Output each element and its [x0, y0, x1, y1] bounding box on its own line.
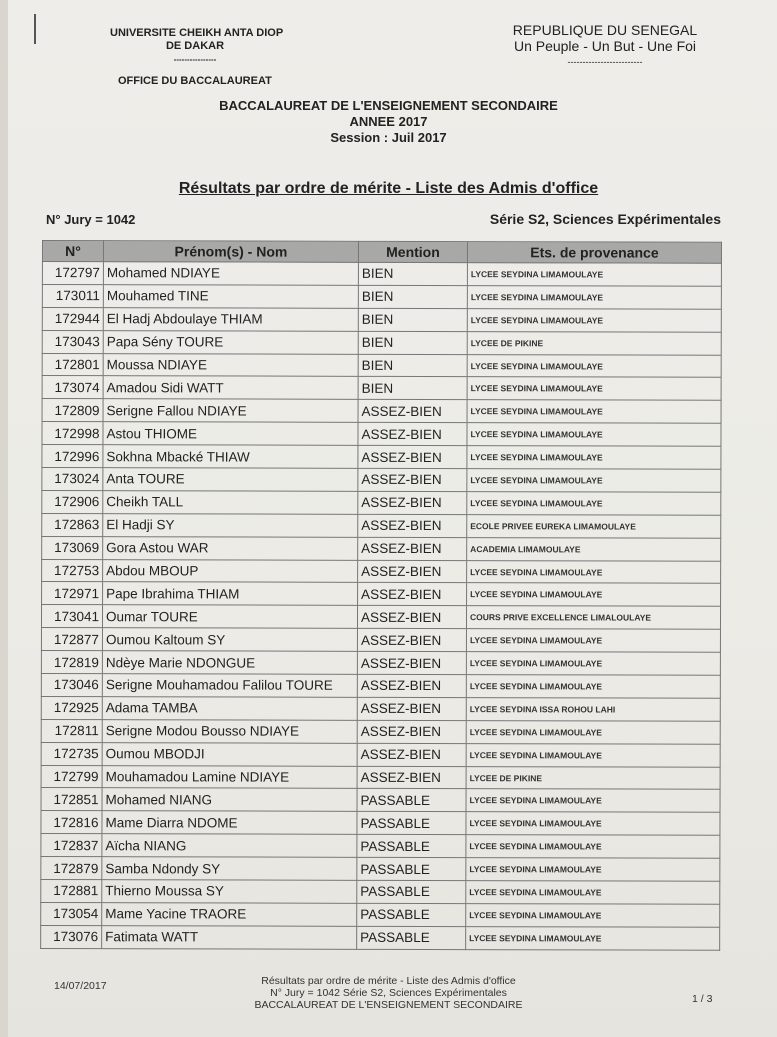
school-cell: COURS PRIVE EXCELLENCE LIMALOULAYE [466, 606, 720, 630]
mention-cell: ASSEZ-BIEN [357, 743, 466, 766]
candidate-name-cell: Mouhamed TINE [103, 285, 358, 309]
candidate-name-cell: Serigne Mouhamadou Falilou TOURE [102, 674, 357, 698]
candidate-number-cell: 172799 [41, 765, 102, 788]
serie-label: Série S2, Sciences Expérimentales [489, 211, 721, 227]
candidate-name-cell: Serigne Fallou NDIAYE [103, 399, 358, 423]
mention-cell: ASSEZ-BIEN [358, 491, 467, 514]
school-cell: LYCEE SEYDINA LIMAMOULAYE [467, 492, 721, 516]
table-row [41, 674, 720, 699]
jury-number: N° Jury = 1042 [46, 212, 136, 227]
candidate-number-cell: 172809 [42, 399, 103, 422]
candidate-name-cell: Mame Yacine TRAORE [102, 903, 357, 927]
candidate-name-cell: Serigne Modou Bousso NDIAYE [102, 719, 357, 743]
table-row [41, 925, 720, 950]
mention-cell: PASSABLE [357, 903, 466, 926]
school-cell: ACADEMIA LIMAMOULAYE [467, 537, 721, 561]
mention-cell: BIEN [358, 331, 467, 354]
candidate-number-cell: 172998 [42, 422, 103, 445]
school-cell: LYCEE SEYDINA LIMAMOULAYE [467, 469, 721, 493]
candidate-name-cell: Oumou Kaltoum SY [102, 628, 357, 652]
candidate-name-cell: Oumou MBODJI [102, 742, 357, 766]
table-row [42, 445, 721, 470]
mention-cell: ASSEZ-BIEN [358, 583, 467, 606]
table-row [41, 605, 720, 630]
school-cell: LYCEE DE PIKINE [466, 766, 720, 790]
column-header-school: Ets. de provenance [467, 242, 721, 264]
candidate-number-cell: 172879 [41, 857, 102, 880]
candidate-number-cell: 173046 [41, 674, 102, 697]
school-cell: LYCEE SEYDINA LIMAMOULAYE [466, 789, 720, 813]
candidate-name-cell: Sokhna Mbacké THIAW [103, 445, 358, 469]
exam-session: Session : Juil 2017 [330, 130, 447, 145]
republic-motto: Un Peuple - Un But - Une Foi [513, 38, 697, 54]
mention-cell: ASSEZ-BIEN [357, 720, 466, 743]
school-cell: LYCEE SEYDINA LIMAMOULAYE [466, 904, 720, 928]
candidate-number-cell: 173041 [41, 605, 102, 628]
school-cell: LYCEE SEYDINA LIMAMOULAYE [467, 583, 721, 607]
school-cell: LYCEE SEYDINA LIMAMOULAYE [467, 423, 721, 447]
column-header-name: Prénom(s) - Nom [103, 241, 358, 263]
candidate-name-cell: Abdou MBOUP [103, 559, 358, 583]
candidate-number-cell: 173024 [42, 468, 103, 491]
candidate-name-cell: Gora Astou WAR [103, 536, 358, 560]
candidate-name-cell: Anta TOURE [103, 468, 358, 492]
mention-cell: ASSEZ-BIEN [358, 468, 467, 491]
candidate-number-cell: 172837 [41, 834, 102, 857]
candidate-name-cell: El Hadji SY [103, 513, 358, 537]
candidate-name-cell: Aïcha NIANG [102, 834, 357, 858]
university-name: UNIVERSITE CHEIKH ANTA DIOP [110, 27, 284, 39]
table-row [41, 742, 720, 767]
candidate-number-cell: 172863 [42, 513, 103, 536]
mention-cell: ASSEZ-BIEN [357, 674, 466, 697]
mention-cell: PASSABLE [357, 789, 466, 812]
candidate-number-cell: 173076 [41, 925, 102, 948]
candidate-name-cell: Samba Ndondy SY [102, 857, 357, 881]
table-row [42, 490, 721, 515]
candidate-number-cell: 172877 [41, 628, 102, 651]
school-cell: LYCEE SEYDINA LIMAMOULAYE [466, 812, 720, 836]
candidate-number-cell: 173043 [42, 330, 103, 353]
candidate-number-cell: 173074 [42, 376, 103, 399]
candidate-name-cell: Oumar TOURE [102, 605, 357, 629]
school-cell: LYCEE SEYDINA LIMAMOULAYE [467, 400, 721, 424]
table-row [42, 262, 721, 287]
table-row [41, 628, 720, 653]
school-cell: LYCEE SEYDINA LIMAMOULAYE [466, 629, 720, 653]
candidate-name-cell: Mohamed NDIAYE [103, 262, 358, 286]
candidate-name-cell: Pape Ibrahima THIAM [103, 582, 358, 606]
candidate-name-cell: El Hadj Abdoulaye THIAM [103, 307, 358, 331]
table-row [41, 880, 720, 905]
school-cell: LYCEE SEYDINA LIMAMOULAYE [467, 286, 721, 310]
candidate-number-cell: 173011 [42, 284, 103, 307]
candidate-number-cell: 172851 [41, 788, 102, 811]
table-row [41, 719, 720, 744]
school-cell: ECOLE PRIVEE EUREKA LIMAMOULAYE [467, 514, 721, 538]
candidate-number-cell: 172753 [42, 559, 103, 582]
document-title: Résultats par ordre de mérite - Liste des Admis d'office [178, 180, 599, 197]
candidate-name-cell: Amadou Sidi WATT [103, 376, 358, 400]
candidate-number-cell: 173069 [42, 536, 103, 559]
mention-cell: ASSEZ-BIEN [357, 606, 466, 629]
school-cell: LYCEE DE PIKINE [467, 331, 721, 355]
school-cell: LYCEE SEYDINA LIMAMOULAYE [467, 560, 721, 584]
table-row [41, 857, 720, 882]
exam-year: ANNEE 2017 [349, 114, 428, 129]
candidate-number-cell: 172819 [41, 651, 102, 674]
mention-cell: PASSABLE [357, 812, 466, 835]
candidate-number-cell: 172971 [42, 582, 103, 605]
table-row [42, 582, 721, 607]
candidate-name-cell: Moussa NDIAYE [103, 353, 358, 377]
candidate-number-cell: 172944 [42, 307, 103, 330]
candidate-number-cell: 172996 [42, 445, 103, 468]
candidate-name-cell: Mame Diarra NDOME [102, 811, 357, 835]
mention-cell: ASSEZ-BIEN [358, 400, 467, 423]
school-cell: LYCEE SEYDINA LIMAMOULAYE [466, 675, 720, 699]
mention-cell: ASSEZ-BIEN [357, 697, 466, 720]
mention-cell: BIEN [358, 377, 467, 400]
candidate-name-cell: Mohamed NIANG [102, 788, 357, 812]
candidate-number-cell: 172735 [41, 742, 102, 765]
table-row [42, 399, 721, 424]
table-row [42, 422, 721, 447]
candidate-number-cell: 173054 [41, 902, 102, 925]
mention-cell: ASSEZ-BIEN [358, 445, 467, 468]
candidate-name-cell: Papa Sény TOURE [103, 330, 358, 354]
table-row [42, 307, 721, 332]
mention-cell: ASSEZ-BIEN [358, 514, 467, 537]
table-header-row [42, 241, 721, 264]
school-cell: LYCEE SEYDINA LIMAMOULAYE [467, 354, 721, 378]
republic-name: REPUBLIQUE DU SENEGAL [512, 22, 698, 38]
candidate-name-cell: Fatimata WATT [102, 925, 357, 949]
school-cell: LYCEE SEYDINA ISSA ROHOU LAHI [466, 698, 720, 722]
university-header [110, 27, 284, 66]
exam-header [0, 98, 777, 146]
mention-cell: ASSEZ-BIEN [358, 423, 467, 446]
republic-header [510, 22, 700, 70]
table-row [41, 696, 720, 721]
school-cell: LYCEE SEYDINA LIMAMOULAYE [466, 926, 720, 950]
candidate-number-cell: 172797 [42, 262, 103, 285]
column-header-mention: Mention [358, 241, 467, 262]
exam-name: BACCALAUREAT DE L'ENSEIGNEMENT SECONDAIRE [219, 98, 558, 113]
mention-cell: BIEN [358, 354, 467, 377]
school-cell: LYCEE SEYDINA LIMAMOULAYE [466, 881, 720, 905]
mention-cell: ASSEZ-BIEN [358, 560, 467, 583]
table-row [41, 765, 720, 790]
table-row [42, 353, 721, 378]
candidate-number-cell: 172906 [42, 490, 103, 513]
table-row [41, 902, 720, 927]
footer-title: Résultats par ordre de mérite - Liste des Admis d'office [261, 975, 516, 987]
university-separator: ---------------- [173, 55, 217, 64]
candidate-number-cell: 172801 [42, 353, 103, 376]
school-cell: LYCEE SEYDINA LIMAMOULAYE [466, 720, 720, 744]
table-row [41, 811, 720, 836]
school-cell: LYCEE SEYDINA LIMAMOULAYE [466, 652, 720, 676]
table-row [42, 330, 721, 355]
mention-cell: ASSEZ-BIEN [358, 537, 467, 560]
candidate-name-cell: Mouhamadou Lamine NDIAYE [102, 765, 357, 789]
table-row [42, 468, 721, 493]
candidate-name-cell: Thierno Moussa SY [102, 880, 357, 904]
table-row [42, 513, 721, 538]
candidate-name-cell: Adama TAMBA [102, 697, 357, 721]
table-row [42, 376, 721, 401]
table-row [42, 559, 721, 584]
mention-cell: ASSEZ-BIEN [357, 651, 466, 674]
footer-date: 14/07/2017 [54, 980, 107, 992]
candidate-name-cell: Cheikh TALL [103, 491, 358, 515]
candidate-number-cell: 172881 [41, 880, 102, 903]
office-name: OFFICE DU BACCALAUREAT [118, 75, 272, 87]
mention-cell: ASSEZ-BIEN [357, 766, 466, 789]
mention-cell: BIEN [358, 262, 467, 285]
school-cell: LYCEE SEYDINA LIMAMOULAYE [467, 446, 721, 470]
footer-summary [0, 975, 777, 1011]
table-row [42, 284, 721, 309]
school-cell: LYCEE SEYDINA LIMAMOULAYE [466, 743, 720, 767]
candidate-number-cell: 172816 [41, 811, 102, 834]
mention-cell: PASSABLE [357, 880, 466, 903]
footer-exam: BACCALAUREAT DE L'ENSEIGNEMENT SECONDAIRE [254, 999, 523, 1011]
mention-cell: BIEN [358, 308, 467, 331]
university-city: DE DAKAR [165, 40, 225, 52]
candidate-name-cell: Ndèye Marie NDONGUE [102, 651, 357, 675]
school-cell: LYCEE SEYDINA LIMAMOULAYE [467, 263, 721, 287]
table-row [42, 536, 721, 561]
table-row [41, 788, 720, 813]
table-row [41, 651, 720, 676]
candidate-number-cell: 172811 [41, 719, 102, 742]
mention-cell: PASSABLE [357, 926, 466, 949]
column-header-number: N° [42, 241, 103, 262]
mention-cell: PASSABLE [357, 835, 466, 858]
school-cell: LYCEE SEYDINA LIMAMOULAYE [467, 377, 721, 401]
mention-cell: PASSABLE [357, 857, 466, 880]
page-number: 1 / 3 [692, 993, 713, 1005]
mention-cell: BIEN [358, 285, 467, 308]
table-row [41, 834, 720, 859]
republic-separator: ------------------------- [567, 57, 643, 67]
footer-jury: N° Jury = 1042 Série S2, Sciences Expérimentales [270, 987, 507, 999]
mention-cell: ASSEZ-BIEN [357, 629, 466, 652]
results-table [40, 240, 722, 950]
school-cell: LYCEE SEYDINA LIMAMOULAYE [466, 858, 720, 882]
candidate-number-cell: 172925 [41, 696, 102, 719]
school-cell: LYCEE SEYDINA LIMAMOULAYE [467, 308, 721, 332]
candidate-name-cell: Astou THIOME [103, 422, 358, 446]
school-cell: LYCEE SEYDINA LIMAMOULAYE [466, 835, 720, 859]
pen-mark [34, 14, 36, 44]
